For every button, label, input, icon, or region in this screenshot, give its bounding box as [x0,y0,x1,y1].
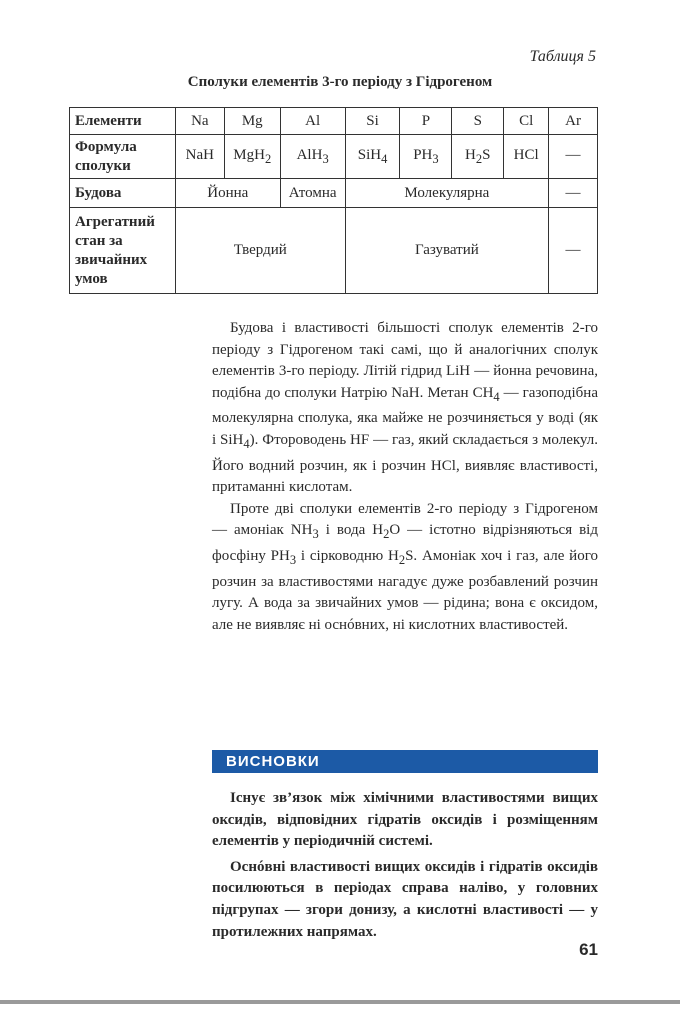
element-cell: Al [280,108,345,135]
state-ar-cell: — [549,208,598,294]
element-cell: Ar [549,108,598,135]
structure-molecular-cell: Молекулярна [345,179,549,208]
row-header-elements: Елементи [70,108,176,135]
formula-cell: SiH$_4$ [345,135,400,179]
state-gas-cell: Газуватий [345,208,549,294]
state-row [70,208,598,294]
element-cell: Si [345,108,400,135]
formula-cell: HCl [504,135,549,179]
conclusions-text [212,788,598,947]
structure-ionic-cell: Йонна [175,179,280,208]
formula-cell: $H_2S$ [452,135,504,179]
structure-atomic-cell: Атомна [280,179,345,208]
body-text [212,318,598,636]
row-header-formula: Формула сполуки [70,135,176,179]
formula-cell: $PH_3$ [400,135,452,179]
conclusion-1: Існує зв’язок між хімічними властивостями вищих оксидів, відповідних гідратів оксидів і розміщенням елементів у періодичній системі. [212,790,598,850]
element-cell: Mg [224,108,280,135]
paragraph-2: Проте дві сполуки елементів 2-го періоду з Гідрогеном — амоніак $NH_3$ і вода $H_2O$ — істотно відрізняються від фосфіну $PH_3$ і сірководню $H_2S$. Амоніак хоч і газ, але його розчин за властивостями нагадує дуже розбавлений розчин лугу. А вода за звичайних умов — рідина; вона є оксидом, але не виявляє ні оснóвних, ні кислотних властивостей. [212,500,598,633]
paragraph-1: Будова і властивості більшості сполук елементів 2-го періоду з Гідрогеном такі самі, що й аналогічних сполук елементів 3-го періоду. Літій гідрид LiH — йонна речовина, подібна до сполуки Натрію NaH. Метан $CH_4$ — газоподібна молекулярна сполука, яка майже не розчиняється у воді (як і SiH$_4$). Фтороводень HF — газ, який складається з молекул. Його водний розчин, як і розчин HCl, виявляє властивості, притаманні кислотам. [212,320,598,496]
structure-ar-cell: — [549,179,598,208]
element-cell: Cl [504,108,549,135]
formula-cell: AlH$_3$ [280,135,345,179]
footer-divider [0,1000,680,1004]
row-header-state: Агрегатний стан за звичайних умов [70,208,176,294]
state-solid-cell: Твердий [175,208,345,294]
table-title: Сполуки елементів 3-го періоду з Гідрогеном [187,74,493,90]
formula-row [70,135,598,179]
formula-cell: — [549,135,598,179]
conclusions-banner: ВИСНОВКИ [212,750,598,773]
element-cell: P [400,108,452,135]
conclusion-2: Оснóвні властивості вищих оксидів і гідратів оксидів посилюються в періодах справа наліво, у головних підгрупах — згори донизу, а кислотні властивості — у протилежних напрямах. [212,858,598,940]
element-cell: Na [175,108,224,135]
page-number: 61 [579,940,598,959]
formula-cell: MgH$_2$ [224,135,280,179]
elements-row [70,108,598,135]
hydrogen-compounds-table [69,107,598,294]
formula-cell: NaH [175,135,224,179]
structure-row [70,179,598,208]
table-label: Таблиця 5 [529,48,596,65]
row-header-structure: Будова [70,179,176,208]
element-cell: S [452,108,504,135]
